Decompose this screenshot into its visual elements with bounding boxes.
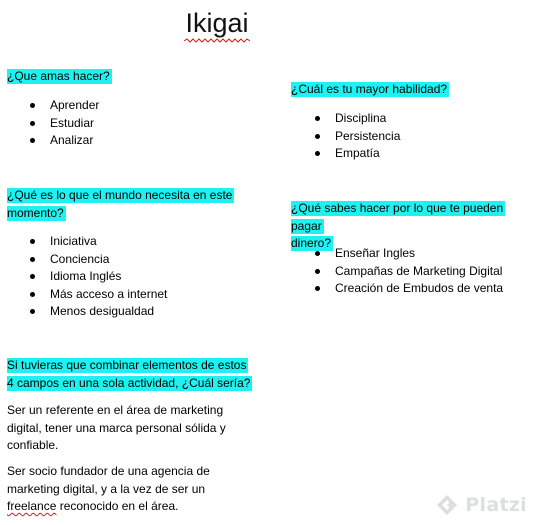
love-list [30,97,99,150]
bullet-icon [30,309,35,314]
list-item-label: Analizar [50,133,94,147]
document-title [0,6,434,40]
list-item [315,110,400,128]
spellcheck-flagged-word: freelance [7,499,57,513]
list-item-label: Empatía [335,146,380,160]
section-skill-question [291,81,449,99]
list-item-label: Persistencia [335,128,401,143]
section-love-question [7,68,112,86]
list-item-label: Enseñar Ingles [335,246,416,260]
world-needs-question-line1: ¿Qué es lo que el mundo necesita en este [7,188,233,202]
list-item [30,268,167,286]
list-item [30,97,99,115]
answer2-suffix: reconocido en el área. [56,499,179,513]
list-item-label: Idioma Inglés [50,269,122,283]
paid-question-line2: dinero? [291,236,332,250]
list-item [315,280,503,298]
list-item-label: Menos desigualdad [50,304,155,318]
bullet-icon [315,151,320,156]
paid-question-line1: ¿Qué sabes hacer por lo que te pueden pagar [291,201,504,233]
list-item [30,233,167,251]
list-item [315,263,503,281]
section-world-needs-question [7,187,234,222]
world-needs-list [30,233,167,321]
list-item-label: Más acceso a internet [50,286,168,301]
summary-answer-2 [7,463,229,516]
spellcheck-underline [184,38,250,44]
world-needs-question-line2: momento? [7,205,64,220]
list-item-label: Campañas de Marketing Digital [335,263,503,278]
skill-question-text: ¿Cuál es tu mayor habilidad? [291,82,448,96]
bullet-icon [30,121,35,126]
list-item [315,145,400,163]
bullet-icon [315,134,320,139]
list-item [30,132,99,150]
bullet-icon [315,251,320,256]
list-item [315,128,400,146]
list-item [30,251,167,269]
list-item-label: Conciencia [50,251,110,266]
bullet-icon [30,103,35,108]
paid-list [315,245,503,298]
summary-question-line1: Si tuvieras que combinar elementos de estos [7,358,247,372]
bullet-icon [30,292,35,297]
list-item [30,303,167,321]
platzi-logo-icon [435,493,459,517]
watermark-text: Platzi [465,494,527,516]
list-item-label: Aprender [50,98,100,112]
list-item-label: Estudiar [50,115,95,130]
bullet-icon [30,257,35,262]
bullet-icon [30,274,35,279]
list-item-label: Disciplina [335,111,387,125]
list-item-label: Creación de Embudos de venta [335,281,504,295]
list-item [315,245,503,263]
document-title-text: Ikigai [185,8,249,38]
platzi-watermark [435,493,527,517]
skill-list [315,110,400,163]
list-item-label: Iniciativa [50,234,97,248]
list-item [30,115,99,133]
bullet-icon [30,239,35,244]
summary-question-line2: 4 campos en una sola actividad, ¿Cuál sería? [7,375,251,390]
bullet-icon [315,269,320,274]
answer2-prefix: Ser socio fundador de una agencia de marketing digital, y a la vez de ser un [7,464,210,496]
bullet-icon [315,116,320,121]
bullet-icon [315,286,320,291]
bullet-icon [30,138,35,143]
list-item [30,286,167,304]
summary-answer-1: Ser un referente en el área de marketing digital, tener una marca personal sólida y confiable. [7,403,226,452]
love-question-text: ¿Que amas hacer? [7,69,110,83]
summary-question [7,357,252,392]
